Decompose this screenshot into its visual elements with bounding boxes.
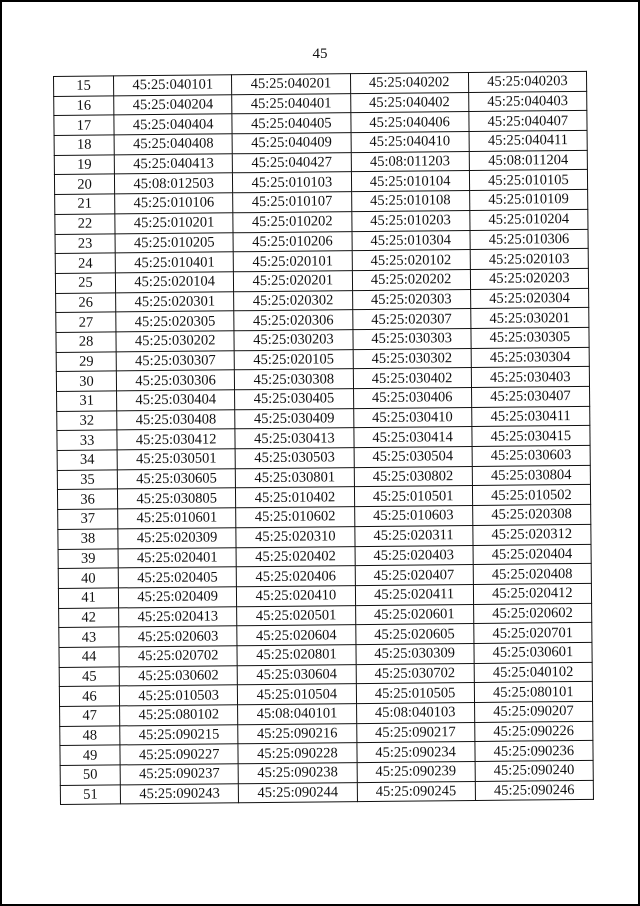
row-number-cell: 27 [56, 312, 116, 332]
page-number: 45 [312, 46, 328, 62]
cadastral-code-cell: 45:25:040101 [114, 75, 232, 96]
cadastral-code-cell: 45:25:020303 [352, 289, 470, 310]
cadastral-code-cell: 45:25:040202 [350, 73, 468, 94]
cadastral-code-cell: 45:25:010106 [115, 193, 233, 214]
cadastral-code-cell: 45:25:020304 [470, 288, 588, 309]
cadastral-code-cell: 45:25:010401 [115, 252, 233, 273]
cadastral-code-cell: 45:25:010107 [233, 192, 351, 213]
cadastral-code-cell: 45:25:010205 [115, 232, 233, 253]
cadastral-code-cell: 45:25:030414 [353, 427, 471, 448]
row-number-cell: 35 [57, 470, 117, 490]
cadastral-code-cell: 45:25:010103 [233, 172, 351, 193]
cadastral-code-cell: 45:25:040410 [351, 132, 469, 153]
row-number-cell: 23 [55, 233, 115, 253]
cadastral-code-cell: 45:25:010502 [472, 485, 590, 506]
row-number-cell: 36 [57, 489, 117, 509]
cadastral-code-cell: 45:25:030405 [235, 389, 353, 410]
row-number-cell: 45 [59, 667, 119, 687]
cadastral-code-cell: 45:25:020307 [352, 309, 470, 330]
cadastral-code-cell: 45:25:010603 [354, 506, 472, 527]
cadastral-code-cell: 45:25:010402 [236, 487, 354, 508]
cadastral-code-cell: 45:25:040201 [232, 74, 350, 95]
cadastral-code-cell: 45:25:020101 [233, 251, 351, 272]
row-number-cell: 18 [54, 135, 114, 155]
document-page [2, 2, 638, 904]
cadastral-code-cell: 45:25:010109 [469, 189, 587, 210]
cadastral-code-cell: 45:25:030503 [235, 448, 353, 469]
row-number-cell: 29 [56, 352, 116, 372]
cadastral-code-cell: 45:25:040402 [350, 92, 468, 113]
row-number-cell: 43 [59, 627, 119, 647]
cadastral-code-cell: 45:25:020306 [234, 310, 352, 331]
row-number-cell: 28 [56, 332, 116, 352]
cadastral-code-cell: 45:25:020403 [355, 545, 473, 566]
cadastral-code-cell: 45:25:090236 [475, 741, 593, 762]
cadastral-code-cell: 45:25:090227 [120, 744, 238, 765]
cadastral-code-cell: 45:25:090237 [120, 764, 238, 785]
cadastral-code-cell: 45:25:010503 [119, 685, 237, 706]
cadastral-code-cell: 45:25:020404 [473, 544, 591, 565]
cadastral-code-cell: 45:25:040204 [114, 94, 232, 115]
cadastral-code-cell: 45:25:030702 [356, 663, 474, 684]
row-number-cell: 24 [55, 253, 115, 273]
cadastral-code-cell: 45:25:090217 [356, 722, 474, 743]
cadastral-code-cell: 45:08:012503 [115, 173, 233, 194]
cadastral-code-cell: 45:25:040406 [350, 112, 468, 133]
cadastral-code-cell: 45:25:040102 [474, 662, 592, 683]
cadastral-code-cell: 45:25:010206 [233, 231, 351, 252]
cadastral-code-cell: 45:25:020409 [118, 587, 236, 608]
cadastral-code-cell: 45:25:020201 [234, 271, 352, 292]
cadastral-code-cell: 45:25:030403 [471, 367, 589, 388]
row-number-cell: 39 [58, 548, 118, 568]
row-number-cell: 16 [54, 96, 114, 116]
table-body [54, 71, 594, 805]
cadastral-code-cell: 45:25:030804 [472, 465, 590, 486]
cadastral-code-cell: 45:25:030412 [117, 429, 235, 450]
cadastral-code-cell: 45:25:020702 [119, 646, 237, 667]
cadastral-code-cell: 45:25:040407 [469, 111, 587, 132]
cadastral-code-cell: 45:25:030203 [234, 330, 352, 351]
cadastral-code-cell: 45:25:090238 [238, 763, 356, 784]
cadastral-code-cell: 45:25:030409 [235, 408, 353, 429]
cadastral-code-cell: 45:25:030501 [117, 449, 235, 470]
row-number-cell: 46 [59, 686, 119, 706]
cadastral-code-cell: 45:25:020309 [118, 528, 236, 549]
cadastral-code-cell: 45:25:030504 [354, 447, 472, 468]
cadastral-code-cell: 45:25:090234 [356, 742, 474, 763]
row-number-cell: 38 [58, 529, 118, 549]
cadastral-code-cell: 45:25:020401 [118, 547, 236, 568]
cadastral-code-cell: 45:25:010202 [233, 211, 351, 232]
row-number-cell: 51 [60, 785, 120, 805]
cadastral-code-cell: 45:25:020105 [234, 349, 352, 370]
cadastral-code-cell: 45:25:020605 [355, 624, 473, 645]
cadastral-code-cell: 45:25:030805 [118, 488, 236, 509]
cadastral-code-cell: 45:25:030602 [119, 665, 237, 686]
cadastral-code-cell: 45:25:040403 [468, 91, 586, 112]
cadastral-code-cell: 45:25:020411 [355, 584, 473, 605]
cadastral-code-cell: 45:25:020402 [236, 546, 354, 567]
cadastral-code-cell: 45:25:090246 [475, 780, 593, 801]
row-number-cell: 21 [55, 194, 115, 214]
cadastral-code-cell: 45:25:030402 [353, 368, 471, 389]
cadastral-code-cell: 45:25:020311 [354, 525, 472, 546]
row-number-cell: 49 [60, 745, 120, 765]
row-number-cell: 20 [54, 174, 114, 194]
cadastral-code-cell: 45:25:030406 [353, 387, 471, 408]
cadastral-code-cell: 45:25:020412 [473, 583, 591, 604]
row-number-cell: 48 [60, 726, 120, 746]
row-number-cell: 17 [54, 115, 114, 135]
cadastral-code-cell: 45:25:020602 [473, 603, 591, 624]
cadastral-code-cell: 45:25:030603 [472, 445, 590, 466]
cadastral-code-cell: 45:25:020305 [116, 311, 234, 332]
cadastral-code-cell: 45:25:020102 [352, 250, 470, 271]
cadastral-code-cell: 45:25:010501 [354, 486, 472, 507]
cadastral-code-cell: 45:25:030309 [355, 643, 473, 664]
cadastral-code-cell: 45:25:030201 [470, 308, 588, 329]
cadastral-code-cell: 45:25:040408 [114, 134, 232, 155]
cadastral-code-cell: 45:25:030202 [116, 331, 234, 352]
cadastral-code-cell: 45:25:020801 [237, 645, 355, 666]
cadastral-code-cell: 45:25:010602 [236, 507, 354, 528]
cadastral-code-cell: 45:25:030413 [235, 428, 353, 449]
cadastral-code-cell: 45:25:020501 [237, 605, 355, 626]
cadastral-code-cell: 45:25:030801 [236, 467, 354, 488]
row-number-cell: 44 [59, 647, 119, 667]
row-number-cell: 22 [55, 214, 115, 234]
cadastral-code-cell: 45:25:040413 [114, 154, 232, 175]
row-number-cell: 25 [55, 273, 115, 293]
row-number-cell: 42 [59, 607, 119, 627]
cadastral-code-cell: 45:25:040409 [232, 133, 350, 154]
cadastral-code-cell: 45:25:010203 [351, 210, 469, 231]
cadastral-code-cell: 45:25:090226 [474, 721, 592, 742]
cadastral-code-cell: 45:25:010306 [470, 229, 588, 250]
cadastral-code-cell: 45:25:020408 [473, 564, 591, 585]
cadastral-code-cell: 45:25:030410 [353, 407, 471, 428]
cadastral-codes-table [53, 71, 594, 806]
row-number-cell: 32 [57, 411, 117, 431]
cadastral-code-cell: 45:25:040405 [232, 113, 350, 134]
cadastral-code-cell: 45:25:030305 [471, 327, 589, 348]
cadastral-code-cell: 45:25:030303 [352, 328, 470, 349]
row-number-cell: 26 [56, 292, 116, 312]
cadastral-code-cell: 45:25:030605 [117, 469, 235, 490]
cadastral-code-cell: 45:25:030306 [116, 370, 234, 391]
cadastral-code-cell: 45:25:020603 [119, 626, 237, 647]
cadastral-code-cell: 45:25:010201 [115, 213, 233, 234]
cadastral-code-cell: 45:25:020407 [355, 565, 473, 586]
cadastral-code-cell: 45:25:020308 [472, 504, 590, 525]
cadastral-code-cell: 45:25:010505 [356, 683, 474, 704]
cadastral-code-cell: 45:25:090245 [357, 781, 475, 802]
cadastral-code-cell: 45:25:020302 [234, 290, 352, 311]
cadastral-code-cell: 45:25:030802 [354, 466, 472, 487]
cadastral-code-cell: 45:25:020103 [470, 249, 588, 270]
cadastral-code-cell: 45:25:030408 [117, 409, 235, 430]
row-number-cell: 41 [58, 588, 118, 608]
cadastral-code-cell: 45:25:020203 [470, 268, 588, 289]
cadastral-code-cell: 45:25:030307 [116, 350, 234, 371]
row-number-cell: 33 [57, 430, 117, 450]
cadastral-code-cell: 45:25:090244 [239, 782, 357, 803]
cadastral-code-cell: 45:25:030407 [471, 386, 589, 407]
cadastral-code-cell: 45:25:010104 [351, 171, 469, 192]
cadastral-code-cell: 45:25:020312 [473, 524, 591, 545]
cadastral-code-cell: 45:25:020604 [237, 625, 355, 646]
cadastral-code-cell: 45:08:040101 [238, 704, 356, 725]
table-row [60, 780, 593, 805]
cadastral-code-cell: 45:25:040411 [469, 130, 587, 151]
row-number-cell: 34 [57, 450, 117, 470]
cadastral-code-cell: 45:25:030404 [117, 390, 235, 411]
row-number-cell: 50 [60, 765, 120, 785]
cadastral-code-cell: 45:25:090240 [475, 760, 593, 781]
cadastral-code-cell: 45:08:040103 [356, 702, 474, 723]
cadastral-code-cell: 45:25:010108 [351, 191, 469, 212]
cadastral-code-cell: 45:25:020310 [236, 526, 354, 547]
cadastral-code-cell: 45:25:040401 [232, 93, 350, 114]
cadastral-code-cell: 45:25:030415 [472, 426, 590, 447]
cadastral-code-cell: 45:25:090216 [238, 723, 356, 744]
row-number-cell: 31 [57, 391, 117, 411]
cadastral-code-cell: 45:25:020405 [118, 567, 236, 588]
cadastral-code-cell: 45:25:030308 [235, 369, 353, 390]
cadastral-code-cell: 45:25:090228 [238, 743, 356, 764]
row-number-cell: 40 [58, 568, 118, 588]
row-number-cell: 37 [58, 509, 118, 529]
cadastral-code-cell: 45:25:020410 [237, 586, 355, 607]
cadastral-code-cell: 45:25:010105 [469, 170, 587, 191]
cadastral-code-cell: 45:25:030302 [353, 348, 471, 369]
cadastral-code-cell: 45:25:030601 [474, 642, 592, 663]
cadastral-code-cell: 45:25:020202 [352, 269, 470, 290]
cadastral-code-cell: 45:25:010204 [470, 209, 588, 230]
row-number-cell: 47 [60, 706, 120, 726]
cadastral-code-cell: 45:25:020601 [355, 604, 473, 625]
cadastral-code-cell: 45:25:040427 [233, 152, 351, 173]
cadastral-code-cell: 45:25:090239 [357, 762, 475, 783]
cadastral-code-cell: 45:25:040404 [114, 114, 232, 135]
cadastral-code-cell: 45:08:011203 [351, 151, 469, 172]
cadastral-code-cell: 45:25:020701 [473, 623, 591, 644]
row-number-cell: 19 [54, 155, 114, 175]
cadastral-code-cell: 45:25:030604 [237, 664, 355, 685]
cadastral-code-cell: 45:25:090207 [474, 701, 592, 722]
cadastral-code-cell: 45:25:080101 [474, 682, 592, 703]
cadastral-code-cell: 45:25:080102 [120, 705, 238, 726]
cadastral-code-cell: 45:08:011204 [469, 150, 587, 171]
cadastral-code-cell: 45:25:010304 [352, 230, 470, 251]
row-number-cell: 30 [56, 371, 116, 391]
cadastral-code-cell: 45:25:020301 [116, 291, 234, 312]
cadastral-code-cell: 45:25:090243 [120, 784, 238, 805]
cadastral-code-cell: 45:25:020413 [119, 606, 237, 627]
cadastral-code-cell: 45:25:010504 [238, 684, 356, 705]
cadastral-code-cell: 45:25:010601 [118, 508, 236, 529]
cadastral-code-cell: 45:25:030411 [471, 406, 589, 427]
row-number-cell: 15 [54, 76, 114, 96]
cadastral-code-cell: 45:25:040203 [468, 71, 586, 92]
cadastral-code-cell: 45:25:020406 [237, 566, 355, 587]
cadastral-code-cell: 45:25:090215 [120, 724, 238, 745]
cadastral-code-cell: 45:25:030304 [471, 347, 589, 368]
cadastral-code-cell: 45:25:020104 [115, 272, 233, 293]
